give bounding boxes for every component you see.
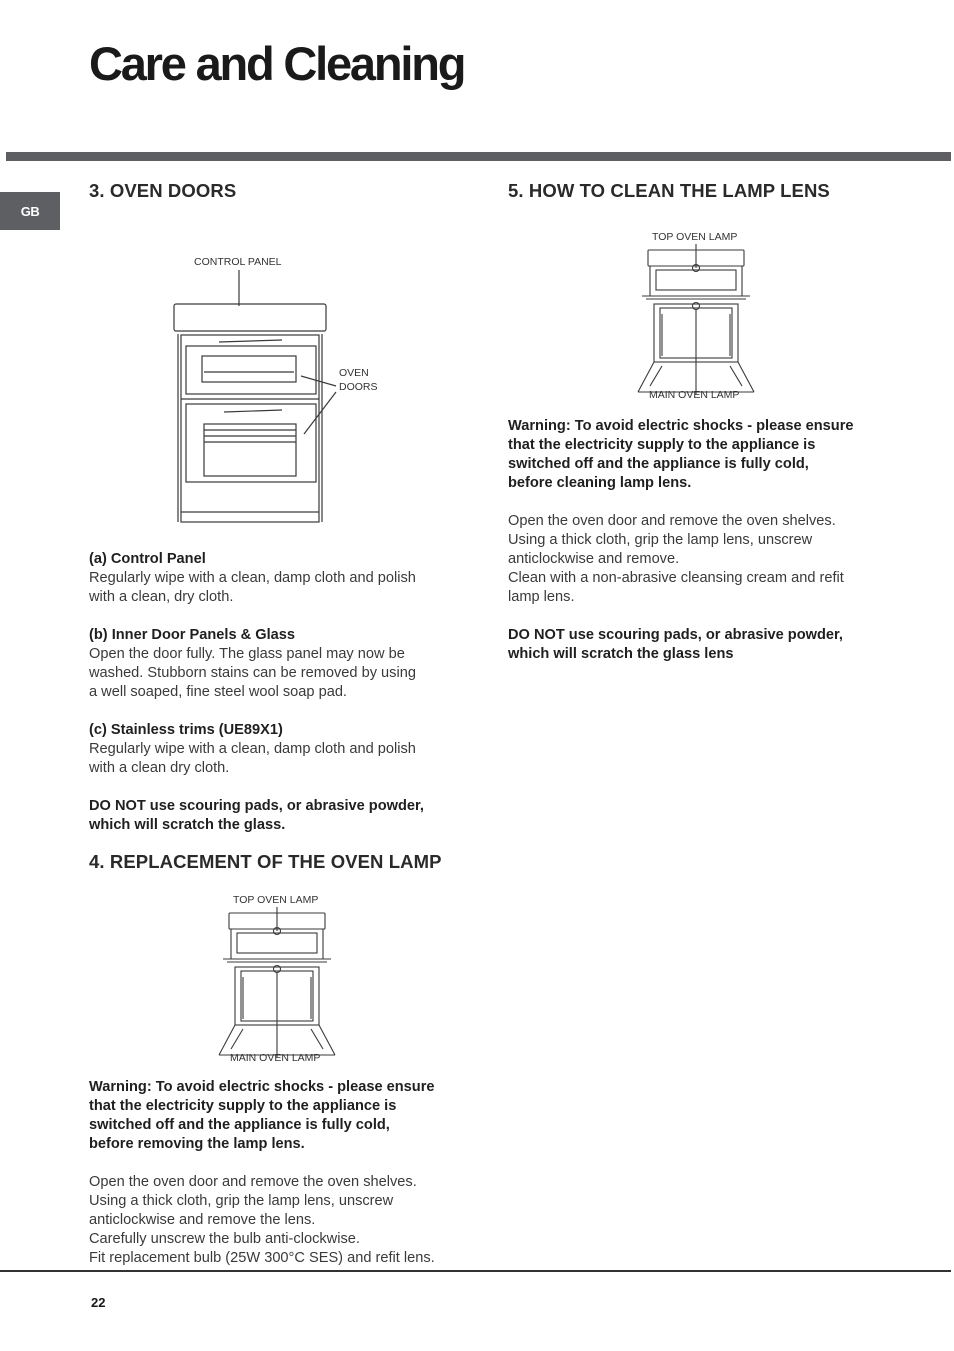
section-5-warning bbox=[508, 417, 886, 493]
section-4-text-4: Carefully unscrew the bulb anti-clockwise. bbox=[89, 1231, 360, 1247]
section-4-warning-1: Warning: To avoid electric shocks - please ensure bbox=[89, 1079, 435, 1095]
section-4-warning-3: switched off and the appliance is fully cold, bbox=[89, 1117, 390, 1133]
stainless-trims-text-1: Regularly wipe with a clean, damp cloth and polish bbox=[89, 741, 416, 757]
section-4-text-5: Fit replacement bulb (25W 300°C SES) and refit lens. bbox=[89, 1250, 435, 1266]
section-5-text-4: Clean with a non-abrasive cleansing cream and refit bbox=[508, 570, 844, 586]
section-4-warning bbox=[89, 1078, 467, 1154]
oven-doors-illustration bbox=[164, 262, 424, 532]
section-5-warning-3: switched off and the appliance is fully cold, bbox=[508, 456, 809, 472]
inner-door-block bbox=[89, 626, 467, 702]
top-oven-lamp-label: TOP OVEN LAMP bbox=[233, 894, 319, 906]
section-3-warning-2: which will scratch the glass. bbox=[89, 817, 286, 833]
inner-door-text-3: a well soaped, fine steel wool soap pad. bbox=[89, 684, 347, 700]
section-5-warning-2: that the electricity supply to the appliance is bbox=[508, 437, 816, 453]
section-3-warning-1: DO NOT use scouring pads, or abrasive powder, bbox=[89, 798, 424, 814]
section-5-final-warning bbox=[508, 626, 886, 664]
section-5-warning-4: before cleaning lamp lens. bbox=[508, 475, 692, 491]
page-title: Care and Cleaning bbox=[89, 37, 465, 90]
section-4-warning-2: that the electricity supply to the appliance is bbox=[89, 1098, 397, 1114]
section-4-text-1: Open the oven door and remove the oven shelves. bbox=[89, 1174, 417, 1190]
oven-label: OVEN bbox=[339, 367, 369, 379]
doors-label: DOORS bbox=[339, 381, 378, 393]
section-5-text-3: anticlockwise and remove. bbox=[508, 551, 680, 567]
control-panel-label: CONTROL PANEL bbox=[194, 256, 282, 268]
control-panel-text-1: Regularly wipe with a clean, damp cloth and polish bbox=[89, 570, 416, 586]
section-4-instructions bbox=[89, 1173, 467, 1268]
section-5-final-1: DO NOT use scouring pads, or abrasive powder, bbox=[508, 627, 843, 643]
header-rule bbox=[6, 152, 951, 161]
section-4-heading: 4. REPLACEMENT OF THE OVEN LAMP bbox=[89, 851, 442, 872]
language-tab: GB bbox=[0, 192, 60, 230]
section-5-warning-1: Warning: To avoid electric shocks - please ensure bbox=[508, 418, 854, 434]
section-3-warning bbox=[89, 797, 467, 835]
section-5-text-5: lamp lens. bbox=[508, 589, 575, 605]
top-oven-lamp-label-2: TOP OVEN LAMP bbox=[652, 231, 738, 243]
main-oven-lamp-label-2: MAIN OVEN LAMP bbox=[649, 389, 740, 401]
control-panel-block bbox=[89, 550, 467, 607]
page-number: 22 bbox=[91, 1295, 106, 1310]
section-5-final-2: which will scratch the glass lens bbox=[508, 646, 734, 662]
section-4-text-2: Using a thick cloth, grip the lamp lens, unscrew bbox=[89, 1193, 394, 1209]
section-5-heading: 5. HOW TO CLEAN THE LAMP LENS bbox=[508, 180, 830, 201]
main-oven-lamp-label: MAIN OVEN LAMP bbox=[230, 1052, 321, 1064]
section-4-text-3: anticlockwise and remove the lens. bbox=[89, 1212, 316, 1228]
inner-door-text-1: Open the door fully. The glass panel may now be bbox=[89, 646, 405, 662]
stainless-trims-text-2: with a clean dry cloth. bbox=[89, 760, 230, 776]
section-3-heading: 3. OVEN DOORS bbox=[89, 180, 237, 201]
section-5-text-1: Open the oven door and remove the oven shelves. bbox=[508, 513, 836, 529]
footer-rule bbox=[0, 1270, 951, 1272]
control-panel-text-2: with a clean, dry cloth. bbox=[89, 589, 234, 605]
oven-doors-diagram bbox=[89, 212, 467, 532]
stainless-trims-block bbox=[89, 721, 467, 778]
inner-door-text-2: washed. Stubborn stains can be removed by using bbox=[89, 665, 416, 681]
section-4-warning-4: before removing the lamp lens. bbox=[89, 1136, 305, 1152]
inner-door-title: (b) Inner Door Panels & Glass bbox=[89, 627, 295, 643]
control-panel-title: (a) Control Panel bbox=[89, 551, 206, 567]
stainless-trims-title: (c) Stainless trims (UE89X1) bbox=[89, 722, 283, 738]
section-5-text-2: Using a thick cloth, grip the lamp lens, unscrew bbox=[508, 532, 813, 548]
right-column bbox=[508, 180, 886, 664]
lamp-lens-diagram bbox=[508, 218, 886, 408]
left-column bbox=[89, 180, 467, 1268]
lamp-lens-illustration bbox=[636, 244, 756, 394]
oven-lamp-illustration bbox=[217, 907, 337, 1057]
section-5-instructions bbox=[508, 512, 886, 607]
oven-lamp-diagram bbox=[89, 881, 467, 1071]
